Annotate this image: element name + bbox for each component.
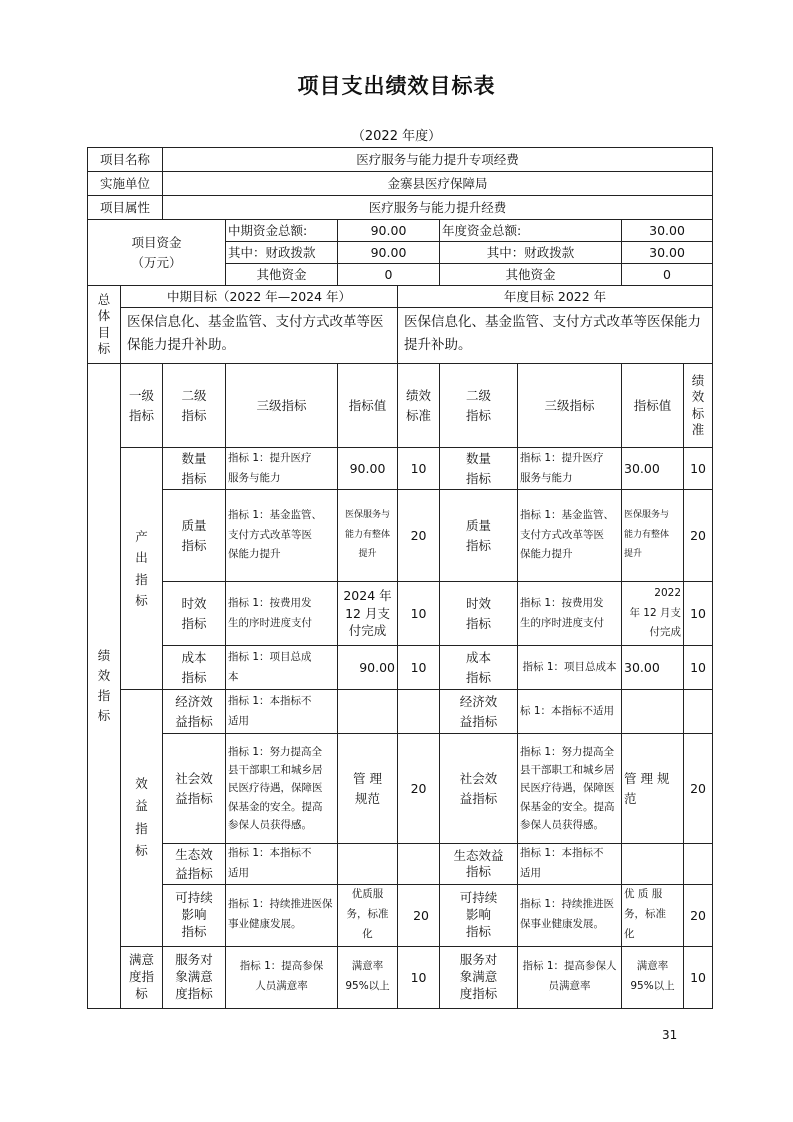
header-value: 指标值 bbox=[338, 364, 398, 448]
year-other-value: 0 bbox=[622, 264, 713, 286]
valb-social: 管 理 规 范 bbox=[622, 734, 684, 844]
l3-economic: 指标 1：本指标不 适用 bbox=[226, 690, 338, 734]
val-quantity: 90.00 bbox=[338, 448, 398, 490]
header-level3-year: 三级指标 bbox=[518, 364, 622, 448]
val-sustainable: 优质服 务，标准 化 bbox=[338, 884, 398, 946]
attr-value: 医疗服务与能力提升经费 bbox=[163, 196, 713, 220]
year-fiscal-label: 其中：财政拨款 bbox=[440, 242, 622, 264]
header-level2: 二级 指标 bbox=[163, 364, 226, 448]
l3-quality: 指标 1：基金监管、 支付方式改革等医 保能力提升 bbox=[226, 490, 338, 582]
header-level1: 一级 指标 bbox=[121, 364, 163, 448]
l3-sustainable: 指标 1：持续推进医保 事业健康发展。 bbox=[226, 884, 338, 946]
year-goal-text: 医保信息化、基金监管、支付方式改革等医保能力提升补助。 bbox=[398, 308, 713, 364]
l2b-cost: 成本 指标 bbox=[440, 646, 518, 690]
page-number: 31 bbox=[662, 1028, 678, 1042]
satisfaction-indicators-label: 满意 度指 标 bbox=[121, 946, 163, 1008]
score-quality: 20 bbox=[398, 490, 440, 582]
valb-timeliness: 2022 年 12 月支 付完成 bbox=[622, 582, 684, 646]
l2-quantity: 数量 指标 bbox=[163, 448, 226, 490]
year-total-value: 30.00 bbox=[622, 220, 713, 242]
scoreb-ecological bbox=[684, 844, 713, 885]
perf-label: 绩 效 指 标 bbox=[88, 364, 121, 1009]
l2b-social: 社会效 益指标 bbox=[440, 734, 518, 844]
unit-label: 实施单位 bbox=[88, 172, 163, 196]
year-goal-header: 年度目标 2022 年 bbox=[398, 286, 713, 308]
l2b-timeliness: 时效 指标 bbox=[440, 582, 518, 646]
score-cost: 10 bbox=[398, 646, 440, 690]
l3-ecological: 指标 1：本指标不 适用 bbox=[226, 844, 338, 885]
scoreb-social: 20 bbox=[684, 734, 713, 844]
l2-economic: 经济效 益指标 bbox=[163, 690, 226, 734]
valb-quality: 医保服务与 能力有整体 提升 bbox=[622, 490, 684, 582]
score-social: 20 bbox=[398, 734, 440, 844]
l3b-quality: 指标 1：基金监管、 支付方式改革等医 保能力提升 bbox=[518, 490, 622, 582]
l2b-quality: 质量 指标 bbox=[440, 490, 518, 582]
year-other-label: 其他资金 bbox=[440, 264, 622, 286]
output-indicators-label: 产 出 指 标 bbox=[121, 448, 163, 690]
name-value: 医疗服务与能力提升专项经费 bbox=[163, 148, 713, 172]
scoreb-timeliness: 10 bbox=[684, 582, 713, 646]
mid-goal-header: 中期目标（2022 年—2024 年） bbox=[121, 286, 398, 308]
scoreb-quality: 20 bbox=[684, 490, 713, 582]
scoreb-quantity: 10 bbox=[684, 448, 713, 490]
l2-sustainable: 可持续 影响 指标 bbox=[163, 884, 226, 946]
l3b-timeliness: 指标 1：按费用发 生的序时进度支付 bbox=[518, 582, 622, 646]
val-social: 管 理 规范 bbox=[338, 734, 398, 844]
l3-quantity: 指标 1：提升医疗 服务与能力 bbox=[226, 448, 338, 490]
mid-total-label: 中期资金总额: bbox=[226, 220, 338, 242]
name-label: 项目名称 bbox=[88, 148, 163, 172]
score-ecological bbox=[398, 844, 440, 885]
score-sustainable: 20 bbox=[398, 884, 440, 946]
year-fiscal-value: 30.00 bbox=[622, 242, 713, 264]
val-cost: 90.00 bbox=[338, 646, 398, 690]
valb-cost: 30.00 bbox=[622, 646, 684, 690]
unit-value: 金寨县医疗保障局 bbox=[163, 172, 713, 196]
year-total-label: 年度资金总额: bbox=[440, 220, 622, 242]
l2b-ecological: 生态效益 指标 bbox=[440, 844, 518, 885]
l2b-economic: 经济效 益指标 bbox=[440, 690, 518, 734]
header-value-year: 指标值 bbox=[622, 364, 684, 448]
valb-economic bbox=[622, 690, 684, 734]
mid-fiscal-label: 其中：财政拨款 bbox=[226, 242, 338, 264]
l2-timeliness: 时效 指标 bbox=[163, 582, 226, 646]
l3b-sustainable: 指标 1：持续推进医 保事业健康发展。 bbox=[518, 884, 622, 946]
valb-sustainable: 优 质 服 务，标准 化 bbox=[622, 884, 684, 946]
l3b-economic: 标 1：本指标不适用 bbox=[518, 690, 622, 734]
val-satisfaction: 满意率 95%以上 bbox=[338, 946, 398, 1008]
mid-other-value: 0 bbox=[338, 264, 440, 286]
l3b-social: 指标 1：努力提高全 县干部职工和城乡居 民医疗待遇，保障医 保基金的安全。提高 参保人员获得感。 bbox=[518, 734, 622, 844]
val-quality: 医保服务与 能力有整体 提升 bbox=[338, 490, 398, 582]
mid-total-value: 90.00 bbox=[338, 220, 440, 242]
mid-fiscal-value: 90.00 bbox=[338, 242, 440, 264]
l2-cost: 成本 指标 bbox=[163, 646, 226, 690]
l2-satisfaction: 服务对 象满意 度指标 bbox=[163, 946, 226, 1008]
valb-ecological bbox=[622, 844, 684, 885]
funds-label: 项目资金 （万元） bbox=[88, 220, 226, 286]
val-ecological bbox=[338, 844, 398, 885]
scoreb-sustainable: 20 bbox=[684, 884, 713, 946]
score-economic bbox=[398, 690, 440, 734]
l2b-quantity: 数量 指标 bbox=[440, 448, 518, 490]
score-satisfaction: 10 bbox=[398, 946, 440, 1008]
page-title: 项目支出绩效目标表 bbox=[297, 74, 496, 98]
benefit-indicators-label: 效 益 指 标 bbox=[121, 690, 163, 947]
header-score-year: 绩 效 标 准 bbox=[684, 364, 713, 448]
goals-label: 总 体 目 标 bbox=[88, 286, 121, 364]
header-level2-year: 二级 指标 bbox=[440, 364, 518, 448]
mid-other-label: 其他资金 bbox=[226, 264, 338, 286]
l3b-quantity: 指标 1：提升医疗 服务与能力 bbox=[518, 448, 622, 490]
l3b-satisfaction: 指标 1：提高参保人 员满意率 bbox=[518, 946, 622, 1008]
valb-satisfaction: 满意率 95%以上 bbox=[622, 946, 684, 1008]
val-timeliness: 2024 年 12 月支 付完成 bbox=[338, 582, 398, 646]
mid-goal-text: 医保信息化、基金监管、支付方式改革等医保能力提升补助。 bbox=[121, 308, 398, 364]
scoreb-satisfaction: 10 bbox=[684, 946, 713, 1008]
score-quantity: 10 bbox=[398, 448, 440, 490]
header-score: 绩效 标准 bbox=[398, 364, 440, 448]
l3b-cost: 指标 1：项目总成本 bbox=[518, 646, 622, 690]
l2-quality: 质量 指标 bbox=[163, 490, 226, 582]
header-level3: 三级指标 bbox=[226, 364, 338, 448]
score-timeliness: 10 bbox=[398, 582, 440, 646]
l3-social: 指标 1：努力提高全 县干部职工和城乡居 民医疗待遇，保障医 保基金的安全。提高 参保人员获得感。 bbox=[226, 734, 338, 844]
scoreb-economic bbox=[684, 690, 713, 734]
l2-ecological: 生态效 益指标 bbox=[163, 844, 226, 885]
performance-table bbox=[87, 147, 713, 1009]
l3-cost: 指标 1：项目总成 本 bbox=[226, 646, 338, 690]
valb-quantity: 30.00 bbox=[622, 448, 684, 490]
l3-timeliness: 指标 1：按费用发 生的序时进度支付 bbox=[226, 582, 338, 646]
l2-social: 社会效 益指标 bbox=[163, 734, 226, 844]
l2b-sustainable: 可持续 影响 指标 bbox=[440, 884, 518, 946]
year-label: （2022 年度） bbox=[351, 129, 442, 144]
val-economic bbox=[338, 690, 398, 734]
l2b-satisfaction: 服务对 象满意 度指标 bbox=[440, 946, 518, 1008]
l3b-ecological: 指标 1：本指标不 适用 bbox=[518, 844, 622, 885]
attr-label: 项目属性 bbox=[88, 196, 163, 220]
l3-satisfaction: 指标 1：提高参保 人员满意率 bbox=[226, 946, 338, 1008]
scoreb-cost: 10 bbox=[684, 646, 713, 690]
